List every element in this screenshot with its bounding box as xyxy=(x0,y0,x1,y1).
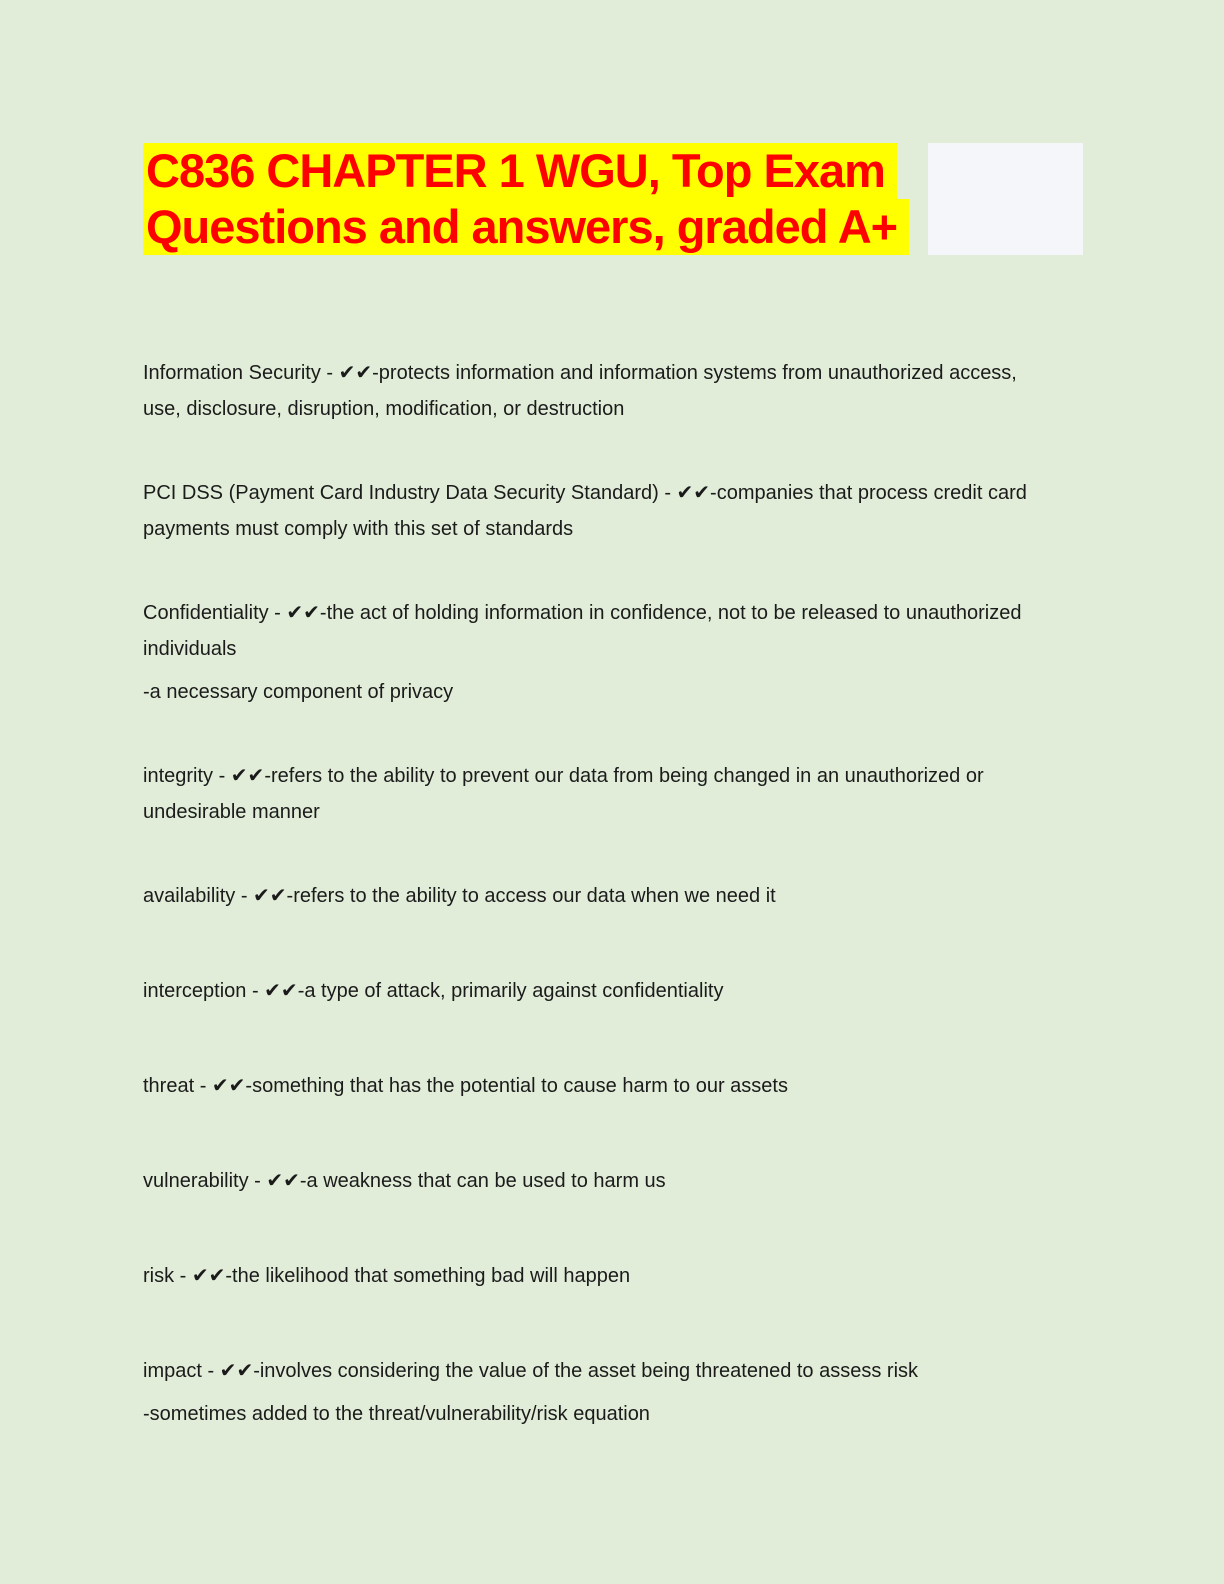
entry-line: payments must comply with this set of standards xyxy=(143,518,574,540)
page-title-line-1: C836 CHAPTER 1 WGU, Top Exam xyxy=(143,143,897,199)
qa-entry-pci-dss xyxy=(143,475,1184,547)
entry-line: undesirable manner xyxy=(143,801,320,823)
qa-entry-integrity xyxy=(143,758,1184,830)
entry-line: vulnerability - ✔✔-a weakness that can be used to harm us xyxy=(143,1170,666,1192)
qa-entry-information-security xyxy=(143,355,1184,427)
page-title-line-2: Questions and answers, graded A+ xyxy=(143,199,909,255)
entry-line: impact - ✔✔-involves considering the value of the asset being threatened to assess risk xyxy=(143,1360,919,1382)
qa-entry-risk xyxy=(143,1258,1184,1294)
page-title xyxy=(143,0,1184,255)
qa-entry-threat xyxy=(143,1068,1184,1104)
entry-line: Information Security - ✔✔-protects information and information systems from unauthorized access, xyxy=(143,362,1017,384)
qa-entry-list xyxy=(143,255,1184,1432)
qa-entry-interception xyxy=(143,973,1184,1009)
entry-line: interception - ✔✔-a type of attack, primarily against confidentiality xyxy=(143,980,724,1002)
entry-line: PCI DSS (Payment Card Industry Data Security Standard) - ✔✔-companies that process credit card xyxy=(143,482,1027,504)
entry-line: risk - ✔✔-the likelihood that something bad will happen xyxy=(143,1265,631,1287)
entry-line: availability - ✔✔-refers to the ability to access our data when we need it xyxy=(143,885,776,907)
entry-line: Confidentiality - ✔✔-the act of holding information in confidence, not to be released to unauthorized xyxy=(143,602,1022,624)
entry-note: -a necessary component of privacy xyxy=(143,681,454,703)
qa-entry-vulnerability xyxy=(143,1163,1184,1199)
entry-note: -sometimes added to the threat/vulnerability/risk equation xyxy=(143,1403,650,1425)
entry-line: use, disclosure, disruption, modification, or destruction xyxy=(143,398,625,420)
entry-line: individuals xyxy=(143,638,237,660)
qa-entry-confidentiality xyxy=(143,595,1184,710)
qa-entry-impact xyxy=(143,1353,1184,1432)
entry-line: threat - ✔✔-something that has the potential to cause harm to our assets xyxy=(143,1075,788,1097)
qa-entry-availability xyxy=(143,878,1184,914)
entry-line: integrity - ✔✔-refers to the ability to prevent our data from being changed in an unauthorized or xyxy=(143,765,984,787)
